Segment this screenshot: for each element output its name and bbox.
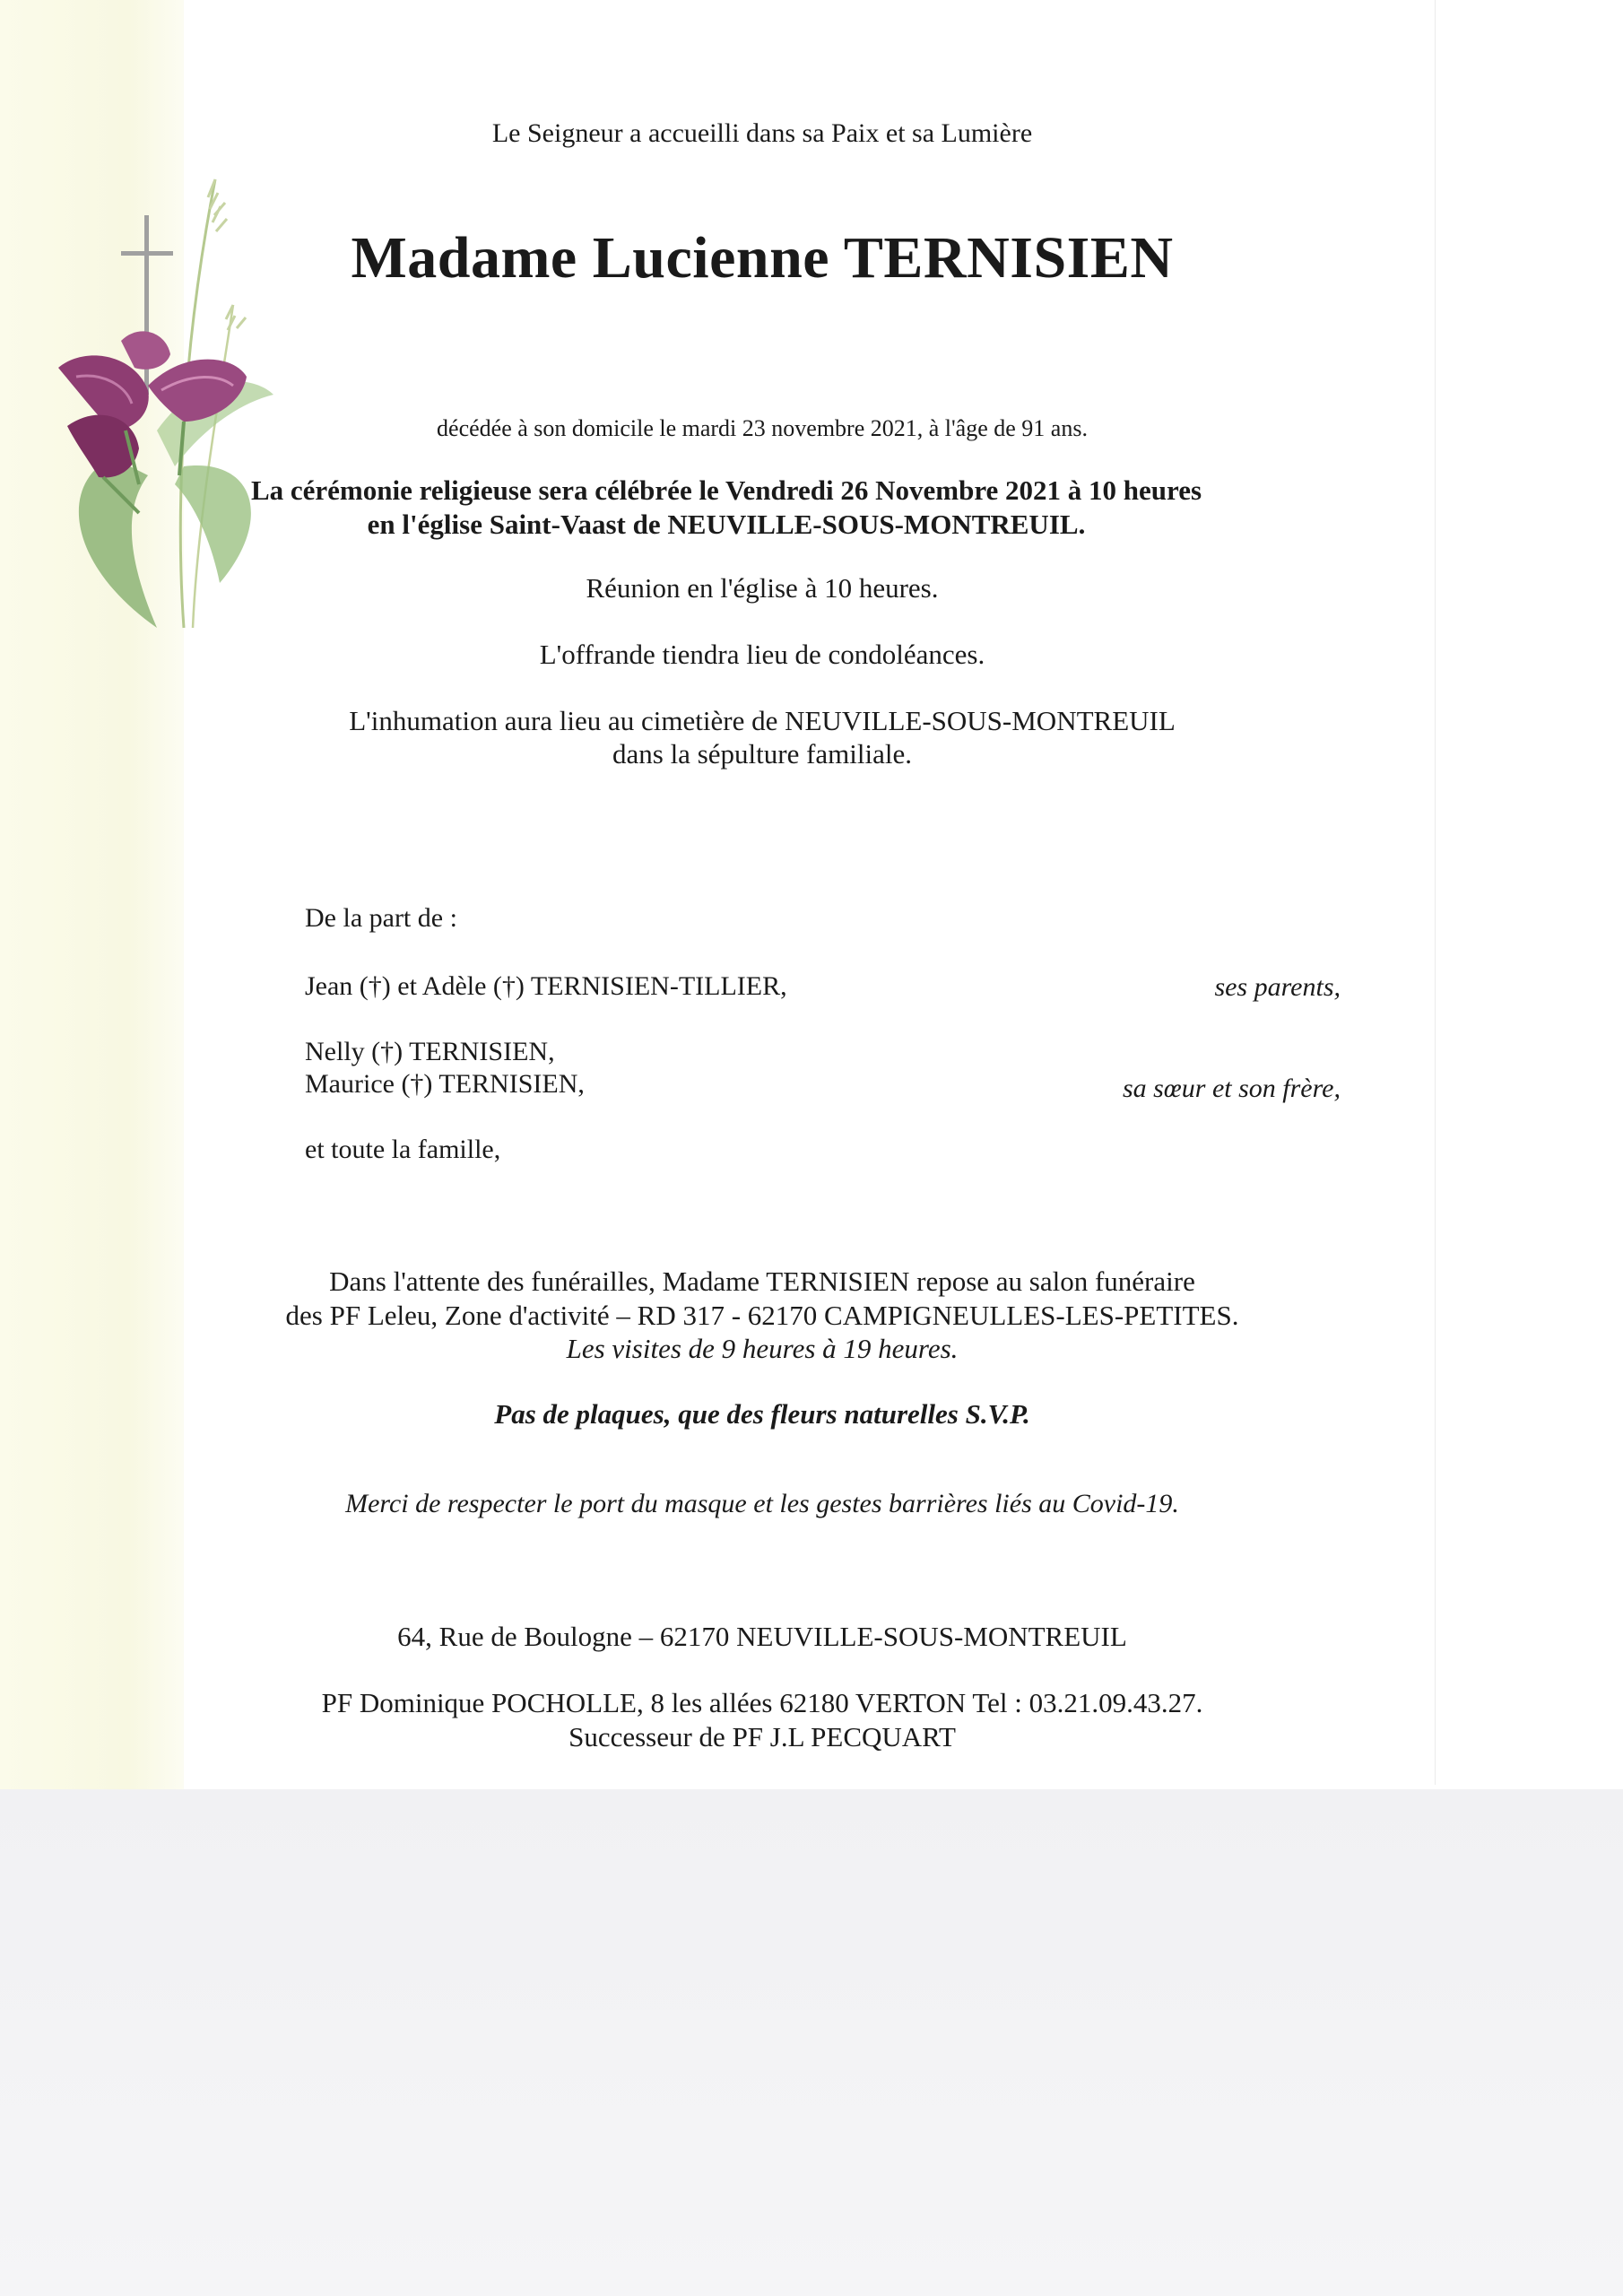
burial-line: dans la sépulture familiale. (612, 738, 912, 770)
family-parents-relation: ses parents, (1214, 972, 1341, 1002)
ceremony-line: La cérémonie religieuse sera célébrée le Vendredi 26 Novembre 2021 à 10 heures (250, 474, 1202, 506)
visit-hours: Les visites de 9 heures à 19 heures. (566, 1333, 959, 1364)
family-heading: De la part de : (305, 903, 457, 933)
flowers-request: Pas de plaques, que des fleurs naturelles S.V.P. (494, 1398, 1030, 1430)
undertaker-block (188, 1686, 1336, 1754)
scanner-background (0, 1789, 1623, 2296)
vigil-line: des PF Leleu, Zone d'activité – RD 317 - 62170 CAMPIGNEULLES-LES-PETITES. (285, 1300, 1239, 1331)
undertaker-line: Successeur de PF J.L PECQUART (568, 1721, 956, 1752)
family-parents: Jean (†) et Adèle (†) TERNISIEN-TILLIER, (305, 971, 787, 1001)
offering-line: L'offrande tiendra lieu de condoléances. (539, 639, 985, 670)
intro-line: Le Seigneur a accueilli dans sa Paix et sa Lumière (491, 118, 1033, 148)
ceremony-block (224, 474, 1228, 542)
home-address: 64, Rue de Boulogne – 62170 NEUVILLE-SOUS-MONTREUIL (397, 1621, 1127, 1652)
deceased-name: Madame Lucienne TERNISIEN (351, 225, 1174, 291)
burial-block (188, 704, 1336, 770)
reunion-line: Réunion en l'église à 10 heures. (586, 572, 939, 604)
death-date-line: décédée à son domicile le mardi 23 novembre 2021, à l'âge de 91 ans. (437, 415, 1088, 441)
vigil-line: Dans l'attente des funérailles, Madame TERNISIEN repose au salon funéraire (329, 1265, 1195, 1297)
sibling-name: Nelly (†) TERNISIEN, (305, 1037, 555, 1066)
covid-notice: Merci de respecter le port du masque et les gestes barrières liés au Covid-19. (345, 1489, 1179, 1518)
family-siblings-relation: sa sœur et son frère, (1122, 1074, 1341, 1103)
ceremony-line: en l'église Saint-Vaast de NEUVILLE-SOUS-MONTREUIL. (367, 509, 1086, 540)
sibling-name: Maurice (†) TERNISIEN, (305, 1069, 585, 1099)
burial-line: L'inhumation aura lieu au cimetière de NEUVILLE-SOUS-MONTREUIL (349, 705, 1176, 736)
page-edge-line (1435, 0, 1436, 1785)
family-closing: et toute la famille, (305, 1135, 501, 1164)
undertaker-line: PF Dominique POCHOLLE, 8 les allées 62180 VERTON Tel : 03.21.09.43.27. (321, 1687, 1203, 1718)
vigil-block (188, 1265, 1336, 1333)
